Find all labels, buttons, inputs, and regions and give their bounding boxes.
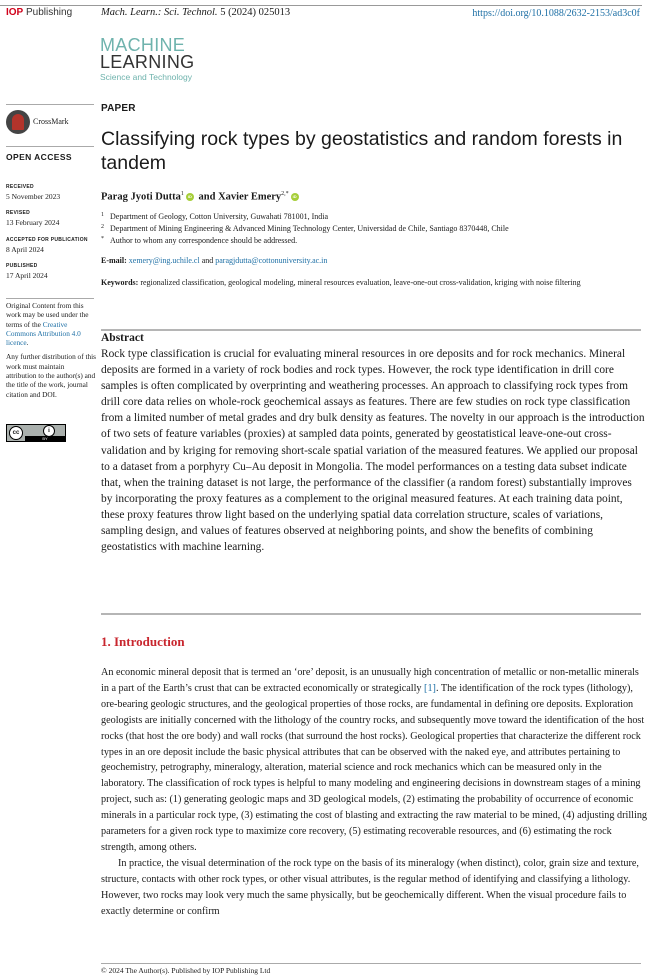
orcid-icon[interactable]: iD <box>187 194 192 200</box>
abstract-top-rule <box>101 329 641 331</box>
correspondence-note: * Author to whom any correspondence should be addressed. <box>101 236 298 245</box>
crossmark-label[interactable]: CrossMark <box>33 117 69 126</box>
cc-license-link[interactable]: Creative Commons Attribution 4.0 licence <box>6 319 81 348</box>
accepted-label: ACCEPTED FOR PUBLICATION <box>6 237 88 243</box>
author-name[interactable]: Xavier Emery <box>218 191 282 203</box>
sidebar-rule <box>6 104 94 105</box>
crossmark-icon[interactable] <box>6 110 30 134</box>
abstract-heading: Abstract <box>101 332 144 344</box>
abstract-text: Rock type classification is crucial for evaluating mineral resources in ore deposits and for rock mechanics. Mineral deposits are formed in a variety of rock bodies and rock types. However, the rock type identification in drill core samples is often complicated by overprinting and weathering processes. An approach to classifying rock types from drill core data relies on whole-rock geochemical assays as features. There are few studies on rock type classification from a limited number of metal grades and dry bulk density as features. The novelty in our approach is the introduction of two sets of feature variables (proxies) at sampled data points, generated by geostatistical leave-one-out cross-validation and by kriging for removing short-scale spatial variation of the measured features. We applied our proposal to a dataset from a porphyry Cu–Au deposit in Mongolia. The model performances on a testing data subset indicate that, when the training dataset is not large, the performance of the classifier (a random forest) substantially improves by incorporating the proxy features as a complement to the original measured features. At each training data point, these proxy features throw light based on the underlying spatial data correlation structure, scales of variations, sampling design, and values of features observed at neighboring points, and show the benefits of combining geostatistics with machine learning. <box>101 348 645 554</box>
by-label: BY <box>25 436 65 441</box>
accepted-date: 8 April 2024 <box>6 245 44 254</box>
revised-label: REVISED <box>6 210 31 216</box>
cc-by-badge[interactable] <box>6 424 66 442</box>
header-rule <box>0 5 642 6</box>
published-label: PUBLISHED <box>6 263 38 269</box>
orcid-icon[interactable]: iD <box>292 194 297 200</box>
published-date: 17 April 2024 <box>6 271 48 280</box>
keywords: Keywords: regionalized classification, geological modeling, mineral resources evaluation, leave-one-out cross-validation, kriging with noise filtering <box>101 278 581 287</box>
publisher-logo: IOP Publishing <box>6 7 73 18</box>
license-text: Original Content from this work may be used under the terms of the Creative Commons Attribution 4.0 licence. Any further distribution of this work must maintain attribution to the author(s) and the title of the work, journal citation and DOI. <box>6 301 96 399</box>
section-heading-introduction: 1. Introduction <box>101 634 185 649</box>
article-title: Classifying rock types by geostatistics and random forests in tandem <box>101 128 623 174</box>
open-access-label: OPEN ACCESS <box>6 152 72 162</box>
introduction-text: An economic mineral deposit that is termed an ‘ore’ deposit, is an unusually high concentration of metallic or non-metallic minerals in a part of the Earth’s crust that can be extracted economically or strategically [1]. The identification of the rock types (lithology), ore-bearing geologic structures, and the geological properties of those rocks, are fundamental in defining ore deposits. Exploration geologists are initially concerned with the lithology of the country rocks, and subsequently move toward the identification of the host rocks (that host the ore body) and wall rocks (that surround the host rocks). Geological properties that characterize the different rock types in an ore deposit include the basic physical attributes that can be observed with the naked eye, and attributes pertaining to geochemistry, petrography, mineralogy, alteration, material science and rock mechanics which can be measured only in the laboratory. The classification of rock types is helpful to many modeling and engineering decisions in downstream stages of a mining project, such as: (1) generating geologic maps and 3D geological models, (2) estimating the probability of occurrence of economic minerals in a particular rock type, (3) estimating the cost of blasting and extracting the raw material to be mined, (4) adjusting drilling parameters for a given rock type to maximize core recovery, (5) estimating recoverable resources, and (6) estimating the rock strength, among others. In practice, the visual determination of the rock type on the basis of its mineralogy (when distinct), color, grain size and texture, structure, contacts with other rock types, or other visual attributes, is the regular method of identifying and classifying a lithology. However, two rocks may look very much the same physically, but be geochemically different. When the visual procedure fails to exactly determine or confirm <box>101 667 648 917</box>
email-line: E-mail: xemery@ing.uchile.cl and paragjdutta@cottonuniversity.ac.in <box>101 256 328 265</box>
email-link[interactable]: paragjdutta@cottonuniversity.ac.in <box>215 256 328 265</box>
journal-citation: Mach. Learn.: Sci. Technol. 5 (2024) 025013 <box>101 7 291 18</box>
received-date: 5 November 2023 <box>6 192 61 201</box>
email-link[interactable]: xemery@ing.uchile.cl <box>128 256 200 265</box>
citation-link[interactable]: [1] <box>424 682 436 694</box>
journal-logo: MACHINE LEARNING Science and Technology <box>100 35 195 82</box>
copyright-footer: © 2024 The Author(s). Published by IOP Publishing Ltd <box>101 966 271 975</box>
revised-date: 13 February 2024 <box>6 218 60 227</box>
sidebar-rule <box>6 146 94 147</box>
article-type: PAPER <box>101 103 136 114</box>
cc-icon: cc <box>9 426 23 440</box>
abstract-bottom-rule <box>101 613 641 615</box>
author-name[interactable]: Parag Jyoti Dutta <box>101 191 181 203</box>
affiliation: 2 Department of Mining Engineering & Advanced Mining Technology Center, Universidad de Chile, Santiago 8370448, Chile <box>101 224 509 233</box>
attribution-icon: i <box>43 425 55 437</box>
received-label: RECEIVED <box>6 184 34 190</box>
footer-rule <box>101 963 641 964</box>
doi-link[interactable]: https://doi.org/10.1088/2632-2153/ad3c0f <box>472 8 640 19</box>
sidebar-rule <box>6 298 94 299</box>
author-list: Parag Jyoti Dutta$^1$ iD and Xavier Emery$^{2,*}$ iD <box>101 191 297 203</box>
affiliation: 1 Department of Geology, Cotton University, Guwahati 781001, India <box>101 212 329 221</box>
